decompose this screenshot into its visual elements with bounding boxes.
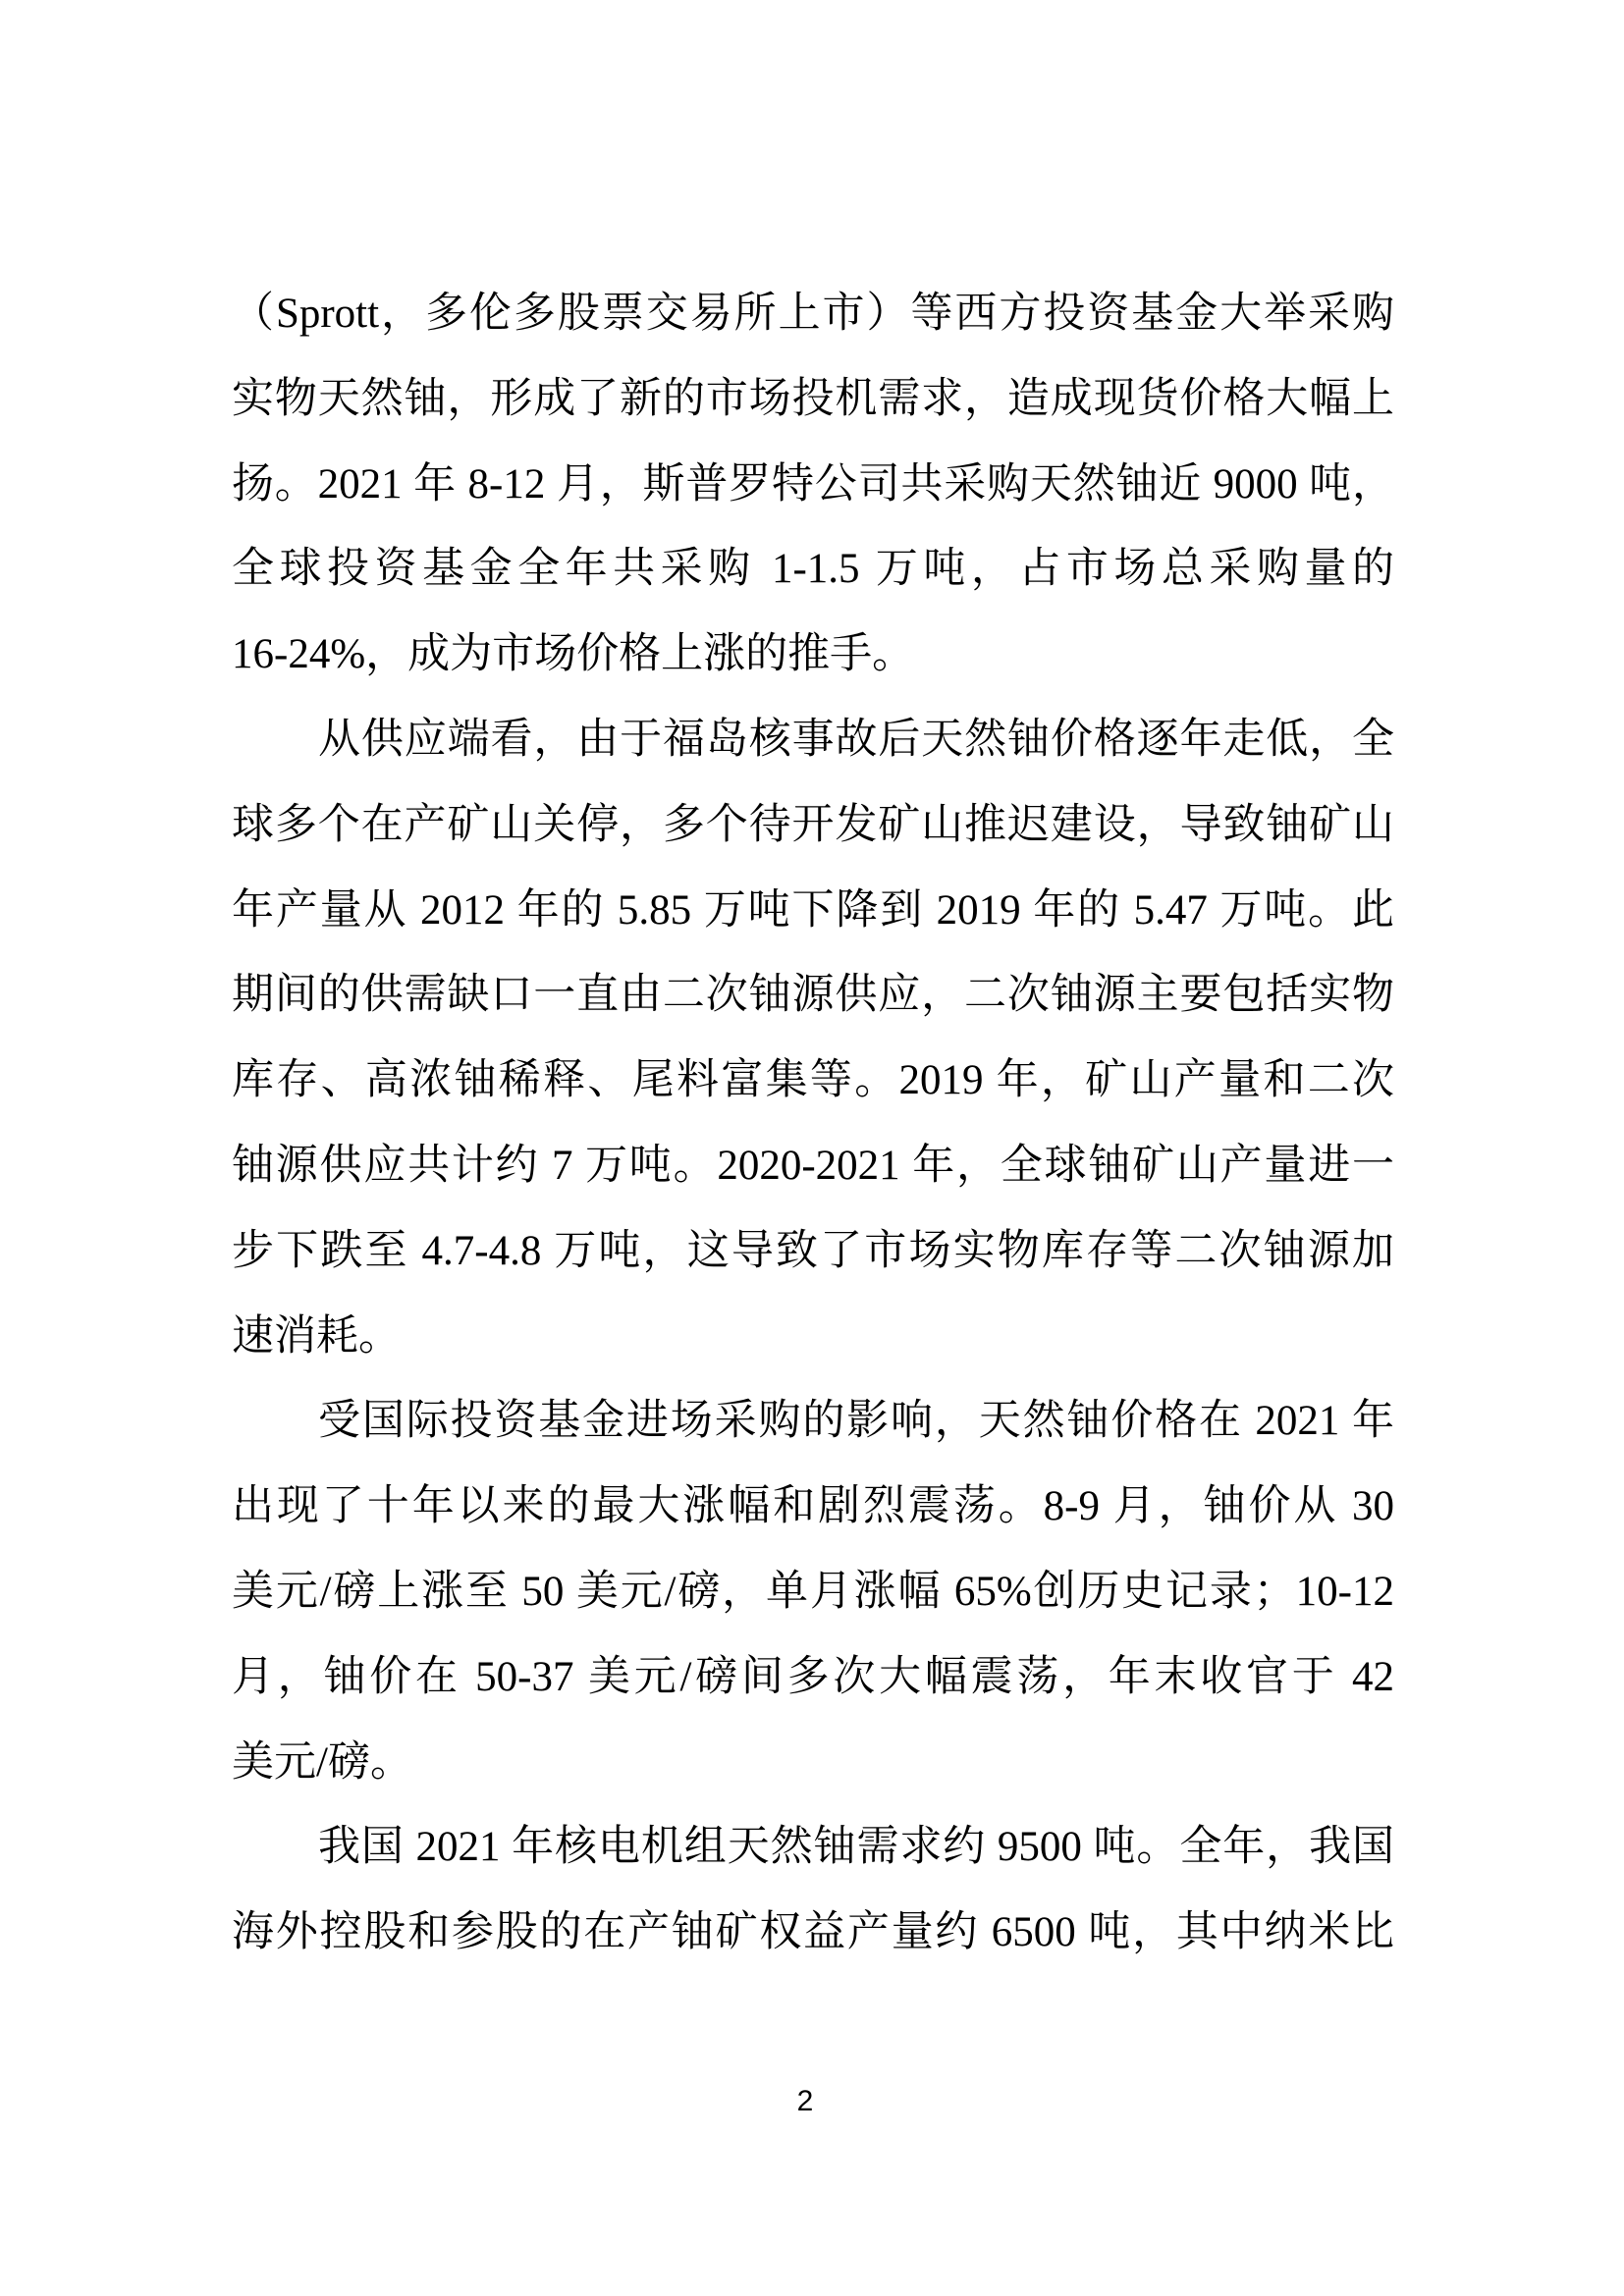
text-line: 期间的供需缺口一直由二次铀源供应，二次铀源主要包括实物	[232, 972, 1394, 1019]
text-line: 库存、高浓铀稀释、尾料富集等。2019 年，矿山产量和二次	[232, 1057, 1394, 1104]
text-line: 美元/磅上涨至 50 美元/磅，单月涨幅 65%创历史记录；10-12	[232, 1568, 1394, 1615]
text-line: 实物天然铀，形成了新的市场投机需求，造成现货价格大幅上	[232, 375, 1394, 422]
text-block	[232, 272, 1394, 1976]
text-line: 美元/磅。	[232, 1738, 412, 1786]
text-line: 速消耗。	[232, 1312, 401, 1360]
text-line: 铀源供应共计约 7 万吨。2020-2021 年，全球铀矿山产量进一	[232, 1142, 1394, 1189]
text-line: 受国际投资基金进场采购的影响，天然铀价格在 2021 年	[318, 1398, 1394, 1445]
text-line: 月，铀价在 50-37 美元/磅间多次大幅震荡，年末收官于 42	[232, 1653, 1394, 1700]
text-line: 从供应端看，由于福岛核事故后天然铀价格逐年走低，全	[318, 716, 1394, 763]
text-line: （Sprott，多伦多股票交易所上市）等西方投资基金大举采购	[232, 291, 1394, 337]
text-line: 出现了十年以来的最大涨幅和剧烈震荡。8-9 月，铀价从 30	[232, 1483, 1394, 1530]
page-number: 2	[796, 2085, 814, 2117]
text-line: 年产量从 2012 年的 5.85 万吨下降到 2019 年的 5.47 万吨。此	[232, 886, 1394, 934]
text-line: 海外控股和参股的在产铀矿权益产量约 6500 吨，其中纳米比	[232, 1909, 1394, 1956]
text-line: 16-24%，成为市场价格上涨的推手。	[232, 631, 915, 678]
text-line: 我国 2021 年核电机组天然铀需求约 9500 吨。全年，我国	[318, 1824, 1394, 1871]
text-line: 球多个在产矿山关停，多个待开发矿山推迟建设，导致铀矿山	[232, 801, 1394, 848]
text-line: 全球投资基金全年共采购 1-1.5 万吨，占市场总采购量的	[232, 546, 1394, 593]
text-line: 步下跌至 4.7-4.8 万吨，这导致了市场实物库存等二次铀源加	[232, 1227, 1394, 1274]
text-line: 扬。2021 年 8-12 月，斯普罗特公司共采购天然铀近 9000 吨，	[232, 460, 1394, 507]
